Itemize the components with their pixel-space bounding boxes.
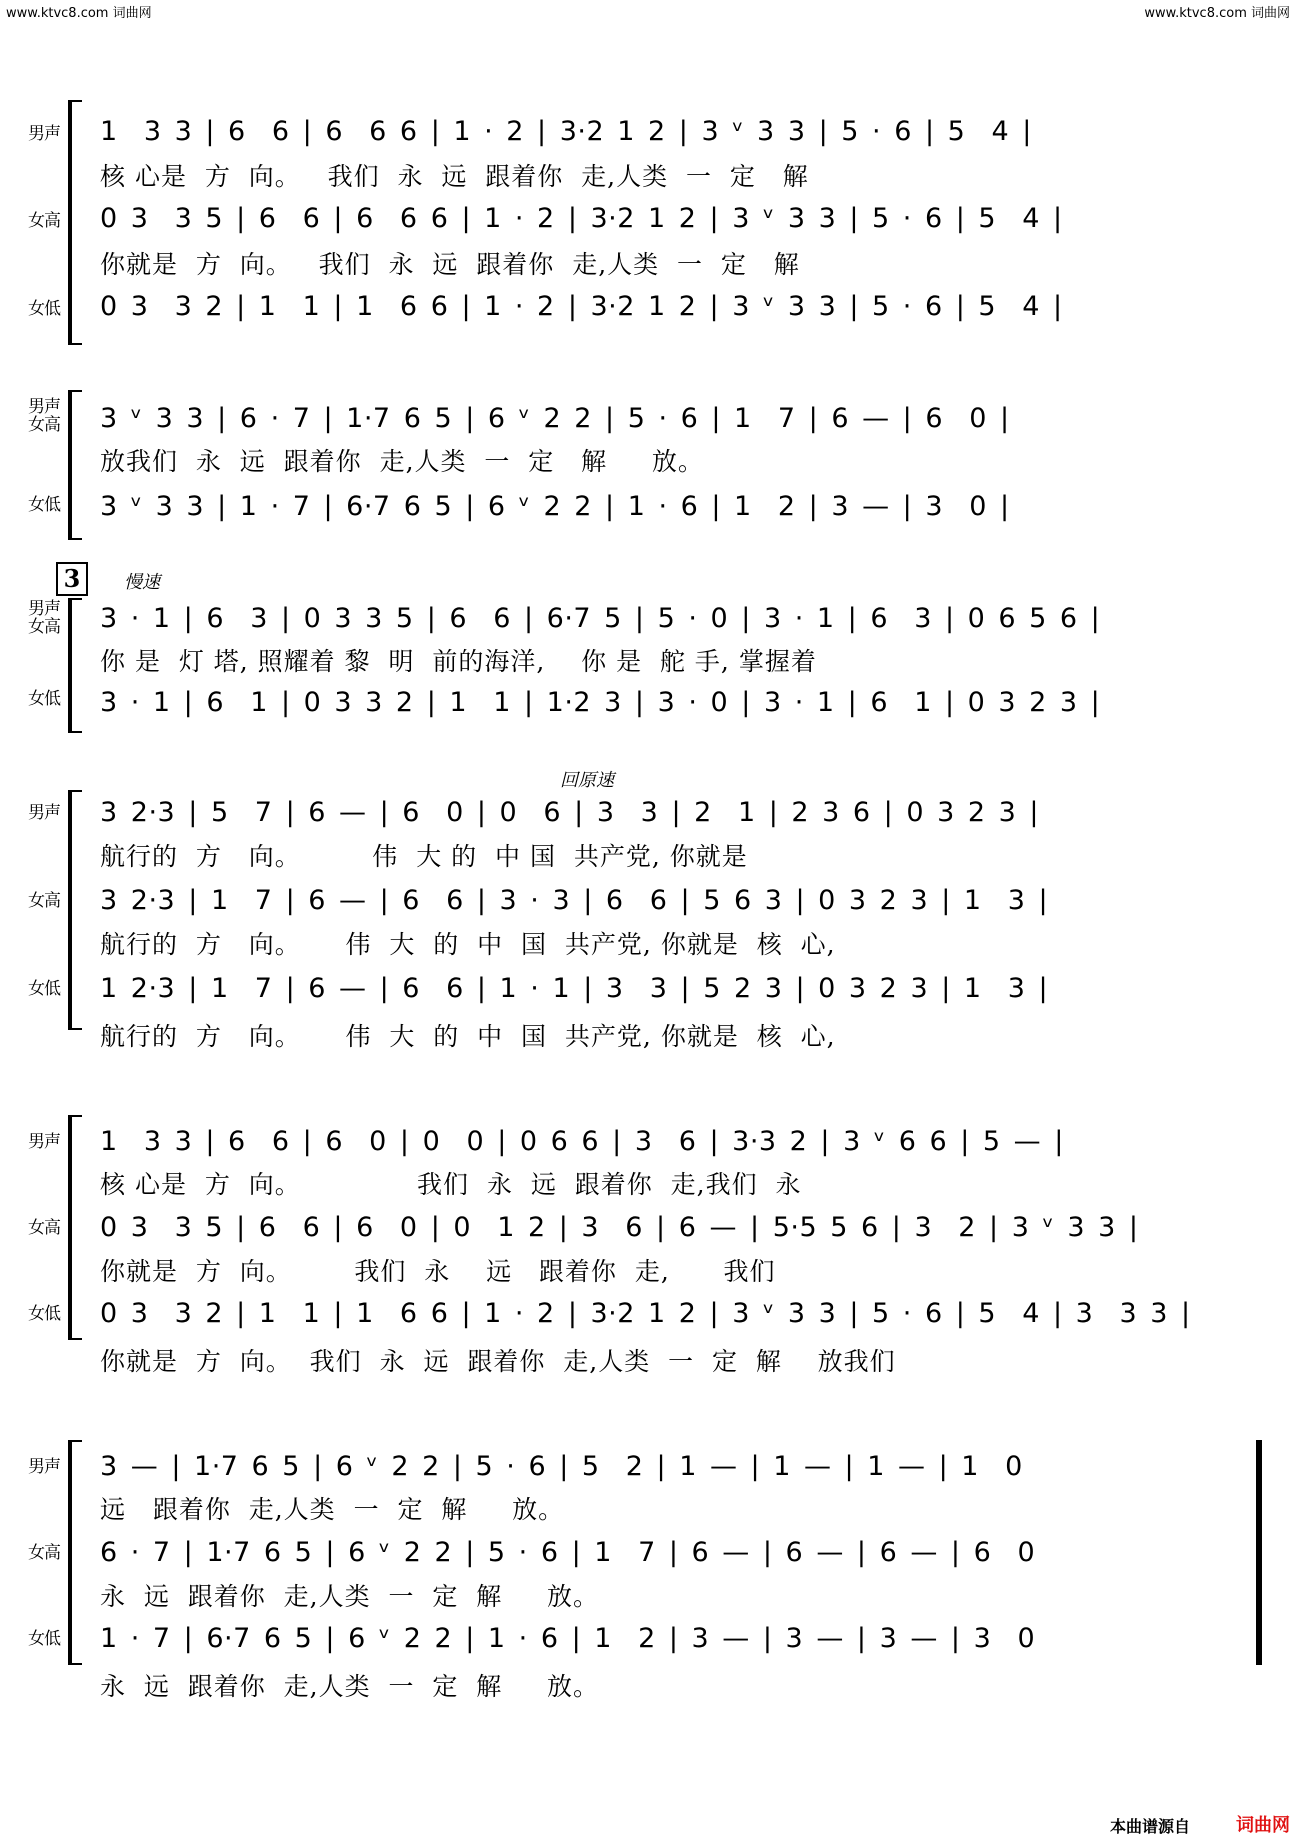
voice-label-alto: 女低 [28,689,60,709]
lyrics-alto: 永 远 跟着你 走,人类 一 定 解 放。 [100,1672,600,1701]
footer-logo[interactable]: 词曲网 [1236,1815,1290,1836]
voice-label-alto: 女低 [28,1629,60,1649]
notes-alto: 3 · 1 | 6 1 | 0 3 3 2 | 1 1 | 1·2 3 | 3 · 0 | 3 · 1 | 6 1 | 0 3 2 3 | [100,686,1101,718]
lyrics-male: 航行的 方 向。 伟 大 的 中 国 共产党, 你就是 [100,842,748,871]
final-barline [1256,1440,1262,1665]
notes-alto: 3 ᵛ 3 3 | 1 · 7 | 6·7 6 5 | 6 ᵛ 2 2 | 1 · 6 | 1 2 | 3 — | 3 0 | [100,490,1010,522]
voice-label-sop: 女高 [28,1543,60,1563]
rehearsal-mark: 3 [56,562,88,596]
voice-label-male: 男声 [28,1132,60,1152]
system-4-alto-lyrics [28,1010,1283,1060]
tempo-marking: 慢速 [124,572,160,593]
notes-alto: 0 3 3 2 | 1 1 | 1 6 6 | 1 · 2 | 3·2 1 2 | 3 ᵛ 3 3 | 5 · 6 | 5 4 | [100,290,1063,322]
header-site-left: www.ktvc8.com 词曲网 [6,6,152,21]
voice-label-male: 男声 [28,803,60,823]
voice-label-sop: 女高 [28,891,60,911]
voice-label-sop: 女高 [28,211,60,231]
notes-male: 1 3 3 | 6 6 | 6 6 6 | 1 · 2 | 3·2 1 2 | 3 ᵛ 3 3 | 5 · 6 | 5 4 | [100,115,1032,147]
notes-male: 3 — | 1·7 6 5 | 6 ᵛ 2 2 | 5 · 6 | 5 2 | 1 — | 1 — | 1 — | 1 0 [100,1450,1023,1482]
lyrics-male: 核 心是 方 向。 我们 永 远 跟着你 走,我们 永 [100,1170,802,1199]
voice-label-sop: 女高 [28,617,60,637]
system-6 [28,1440,1283,1665]
lyrics-male: 远 跟着你 走,人类 一 定 解 放。 [100,1495,565,1524]
lyrics-sop: 永 远 跟着你 走,人类 一 定 解 放。 [100,1582,600,1611]
notes-alto: 1 2·3 | 1 7 | 6 — | 6 6 | 1 · 1 | 3 3 | 5 2 3 | 0 3 2 3 | 1 3 | [100,972,1049,1004]
lyrics-male-sop: 放我们 永 远 跟着你 走,人类 一 定 解 放。 [100,447,704,476]
system-4 [28,790,1283,1030]
lyrics-sop: 航行的 方 向。 伟 大 的 中 国 共产党, 你就是 核 心, [100,930,836,959]
voice-label-sop: 女高 [28,415,60,435]
lyrics-sop: 你就是 方 向。 我们 永 远 跟着你 走, 我们 [100,1257,776,1286]
lyrics-sop: 你就是 方 向。 我们 永 远 跟着你 走,人类 一 定 解 [100,250,800,279]
lyrics-male: 核 心是 方 向。 我们 永 远 跟着你 走,人类 一 定 解 [100,162,809,191]
voice-label-alto: 女低 [28,495,60,515]
system-1 [28,100,1283,345]
tempo-marking: 回原速 [560,770,614,791]
footer-source: 本曲谱源自 [1109,1817,1190,1836]
notes-male: 1 3 3 | 6 6 | 6 0 | 0 0 | 0 6 6 | 3 6 | 3·3 2 | 3 ᵛ 6 6 | 5 — | [100,1125,1064,1157]
notes-sop: 0 3 3 5 | 6 6 | 6 6 6 | 1 · 2 | 3·2 1 2 | 3 ᵛ 3 3 | 5 · 6 | 5 4 | [100,202,1063,234]
notes-sop: 6 · 7 | 1·7 6 5 | 6 ᵛ 2 2 | 5 · 6 | 1 7 | 6 — | 6 — | 6 — | 6 0 [100,1536,1036,1568]
notes-male: 3 2·3 | 5 7 | 6 — | 6 0 | 0 6 | 3 3 | 2 1 | 2 3 6 | 0 3 2 3 | [100,796,1040,828]
system-6-alto-lyrics [28,1660,1283,1710]
voice-label-alto: 女低 [28,1304,60,1324]
lyrics-alto: 航行的 方 向。 伟 大 的 中 国 共产党, 你就是 核 心, [100,1022,836,1051]
voice-label-alto: 女低 [28,979,60,999]
voice-label-male: 男声 [28,599,60,619]
notes-alto: 1 · 7 | 6·7 6 5 | 6 ᵛ 2 2 | 1 · 6 | 1 2 | 3 — | 3 — | 3 — | 3 0 [100,1622,1036,1654]
voice-label-alto: 女低 [28,299,60,319]
notes-alto: 0 3 3 2 | 1 1 | 1 6 6 | 1 · 2 | 3·2 1 2 | 3 ᵛ 3 3 | 5 · 6 | 5 4 | 3 3 3 | [100,1297,1191,1329]
system-2 [28,390,1283,540]
notes-sop: 0 3 3 5 | 6 6 | 6 0 | 0 1 2 | 3 6 | 6 — | 5·5 5 6 | 3 2 | 3 ᵛ 3 3 | [100,1211,1139,1243]
notes-male-sop: 3 ᵛ 3 3 | 6 · 7 | 1·7 6 5 | 6 ᵛ 2 2 | 5 · 6 | 1 7 | 6 — | 6 0 | [100,402,1010,434]
lyrics-alto: 你就是 方 向。 我们 永 远 跟着你 走,人类 一 定 解 放我们 [100,1347,896,1376]
voice-label-male: 男声 [28,124,60,144]
lyrics-male-sop: 你 是 灯 塔, 照耀着 黎 明 前的海洋, 你 是 舵 手, 掌握着 [100,647,817,676]
voice-label-male: 男声 [28,397,60,417]
notes-male-sop: 3 · 1 | 6 3 | 0 3 3 5 | 6 6 | 6·7 5 | 5 · 0 | 3 · 1 | 6 3 | 0 6 5 6 | [100,602,1101,634]
system-5-alto-lyrics [28,1335,1283,1385]
system-5 [28,1115,1283,1340]
voice-label-sop: 女高 [28,1218,60,1238]
system-3 [28,598,1283,733]
voice-label-male: 男声 [28,1457,60,1477]
notes-sop: 3 2·3 | 1 7 | 6 — | 6 6 | 3 · 3 | 6 6 | 5 6 3 | 0 3 2 3 | 1 3 | [100,884,1049,916]
header-site-right: www.ktvc8.com 词曲网 [1144,6,1290,21]
